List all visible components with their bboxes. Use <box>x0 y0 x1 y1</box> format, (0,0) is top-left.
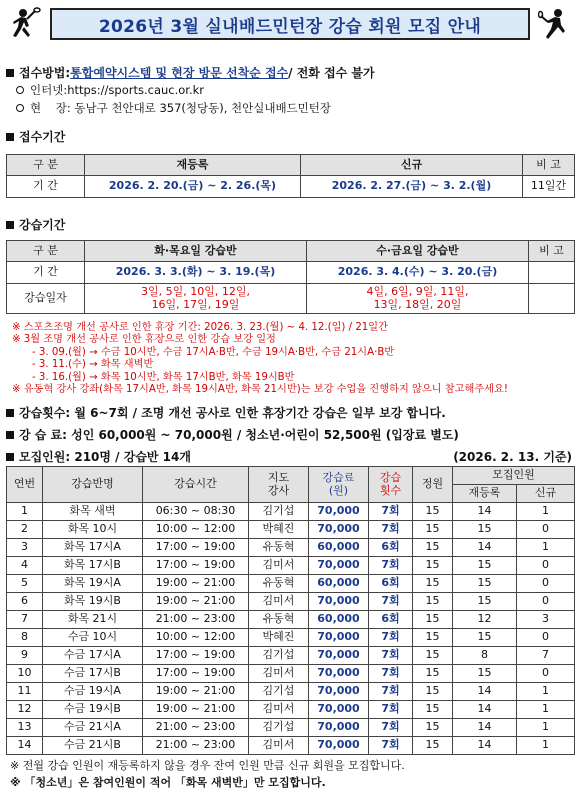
count-text: 강습횟수: 월 6~7회 / 조명 개선 공사로 인한 휴장기간 강습은 일부 보강 합니다. <box>19 406 446 420</box>
header-fee-line1: 강습료 <box>322 470 355 484</box>
header-recruit: 모집인원 <box>453 467 575 485</box>
header-time: 강습시간 <box>143 467 249 503</box>
fee-text: 강 습 료: 성인 60,000원 ~ 70,000원 / 청소년·어린이 52,500원 (입장료 별도) <box>19 428 459 442</box>
lesson-tuethu-dates-line1: 3일, 5일, 10일, 12일, <box>141 284 250 298</box>
row-no: 2 <box>7 521 43 539</box>
row-time: 19:00 ~ 21:00 <box>143 701 249 719</box>
period-table <box>6 154 575 198</box>
footnote-youth: ※ 「청소년」은 참여인원이 적어 「화목 새벽반」만 모집합니다. <box>10 776 326 789</box>
bullet-circle-icon <box>16 104 24 112</box>
row-fee: 60,000 <box>309 575 369 593</box>
lesson-tuethu-dates-line2: 16일, 17일, 19일 <box>151 297 240 311</box>
row-coach: 김미서 <box>249 557 309 575</box>
row-no: 3 <box>7 539 43 557</box>
row-new: 1 <box>517 539 575 557</box>
row-no: 8 <box>7 629 43 647</box>
recruit-date: (2026. 2. 13. 기준) <box>453 450 572 464</box>
row-new: 0 <box>517 521 575 539</box>
footnote-recruit: ※ 전월 강습 인원이 재등록하지 않을 경우 잔여 인원 만큼 신규 회원을 모집합니다. <box>10 759 405 772</box>
row-fee: 70,000 <box>309 593 369 611</box>
lesson-wedfri-dates <box>307 284 529 314</box>
header-coach-line2: 강사 <box>267 483 290 497</box>
header-no: 연번 <box>7 467 43 503</box>
lesson-period-heading: 강습기간 <box>19 218 66 232</box>
row-renew: 8 <box>453 647 517 665</box>
row-no: 14 <box>7 737 43 755</box>
row-class: 수금 21시B <box>43 737 143 755</box>
row-renew: 14 <box>453 683 517 701</box>
row-capacity: 15 <box>413 521 453 539</box>
period-header-new: 신규 <box>301 155 523 176</box>
row-coach: 김기섭 <box>249 683 309 701</box>
signup-tail: / 전화 접수 불가 <box>288 66 375 80</box>
lesson-header-wedfri: 수·금요일 강습반 <box>307 241 529 262</box>
lesson-dates-label: 강습일자 <box>7 284 85 314</box>
row-no: 13 <box>7 719 43 737</box>
period-header-note: 비 고 <box>523 155 575 176</box>
row-count: 7회 <box>369 665 413 683</box>
period-header-category: 구 분 <box>7 155 85 176</box>
row-time: 06:30 ~ 08:30 <box>143 503 249 521</box>
row-new: 1 <box>517 719 575 737</box>
class-table <box>6 466 575 755</box>
row-class: 화목 19시B <box>43 593 143 611</box>
row-count: 7회 <box>369 683 413 701</box>
period-row-label: 기 간 <box>7 176 85 198</box>
row-time: 21:00 ~ 23:00 <box>143 737 249 755</box>
header-coach-line1: 지도 <box>267 470 290 484</box>
period-renew-dates: 2026. 2. 20.(금) ~ 2. 26.(목) <box>85 176 301 198</box>
row-fee: 70,000 <box>309 737 369 755</box>
header-capacity: 정원 <box>413 467 453 503</box>
lesson-header-category: 구 분 <box>7 241 85 262</box>
bullet-square-icon <box>6 453 14 461</box>
row-class: 수금 10시 <box>43 629 143 647</box>
row-capacity: 15 <box>413 701 453 719</box>
row-coach: 김미서 <box>249 665 309 683</box>
row-class: 화목 17시B <box>43 557 143 575</box>
signup-web-label: 인터넷: <box>30 83 68 97</box>
row-fee: 70,000 <box>309 557 369 575</box>
row-time: 19:00 ~ 21:00 <box>143 575 249 593</box>
table-row <box>7 539 575 557</box>
row-new: 3 <box>517 611 575 629</box>
note-no-makeup: ※ 유동혁 강사 강좌(화목 17시A반, 화목 19시A반, 화목 21시반)는 보강 수업을 진행하지 않으니 참고해주세요! <box>12 384 508 396</box>
lesson-period-heading-line <box>6 216 65 233</box>
row-class: 화목 새벽 <box>43 503 143 521</box>
header-class: 강습반명 <box>43 467 143 503</box>
row-coach: 박혜진 <box>249 629 309 647</box>
signup-place-line <box>16 100 331 116</box>
row-class: 수금 17시A <box>43 647 143 665</box>
badminton-player-icon <box>8 6 44 42</box>
row-renew: 15 <box>453 665 517 683</box>
row-time: 10:00 ~ 12:00 <box>143 521 249 539</box>
row-count: 7회 <box>369 647 413 665</box>
class-table-body <box>7 503 575 755</box>
row-time: 17:00 ~ 19:00 <box>143 647 249 665</box>
row-capacity: 15 <box>413 575 453 593</box>
row-renew: 12 <box>453 611 517 629</box>
banner <box>8 6 572 42</box>
closure-notes <box>12 322 572 396</box>
row-capacity: 15 <box>413 503 453 521</box>
header-count-line2: 횟수 <box>379 483 402 497</box>
table-row <box>7 611 575 629</box>
row-no: 6 <box>7 593 43 611</box>
lesson-header-tuethu: 화·목요일 강습반 <box>85 241 307 262</box>
lesson-dates-note <box>529 284 575 314</box>
row-fee: 70,000 <box>309 503 369 521</box>
row-capacity: 15 <box>413 719 453 737</box>
header-fee <box>309 467 369 503</box>
row-coach: 김미서 <box>249 593 309 611</box>
row-class: 수금 19시B <box>43 701 143 719</box>
row-renew: 15 <box>453 593 517 611</box>
row-time: 21:00 ~ 23:00 <box>143 719 249 737</box>
lesson-period-note <box>529 262 575 284</box>
table-row <box>7 683 575 701</box>
bullet-square-icon <box>6 133 14 141</box>
recruit-line <box>6 448 572 465</box>
row-no: 1 <box>7 503 43 521</box>
row-count: 7회 <box>369 557 413 575</box>
period-new-dates: 2026. 2. 27.(금) ~ 3. 2.(월) <box>301 176 523 198</box>
row-new: 0 <box>517 575 575 593</box>
note-makeup-title: ※ 3월 조명 개선 공사로 인한 휴장으로 인한 강습 보강 일정 <box>12 334 276 346</box>
row-fee: 70,000 <box>309 683 369 701</box>
row-new: 1 <box>517 701 575 719</box>
row-capacity: 15 <box>413 665 453 683</box>
signup-heading: 접수방법: <box>19 66 71 80</box>
row-renew: 14 <box>453 503 517 521</box>
note-makeup-3: - 3. 16.(월) → 화목 10시반, 화목 17시B반, 화목 19시B반 <box>32 371 295 383</box>
row-new: 1 <box>517 737 575 755</box>
badminton-smash-icon <box>536 6 572 42</box>
lesson-tuethu-dates <box>85 284 307 314</box>
row-no: 9 <box>7 647 43 665</box>
recruit-text: 모집인원: 210명 / 강습반 14개 <box>19 450 191 464</box>
row-count: 7회 <box>369 593 413 611</box>
row-time: 17:00 ~ 19:00 <box>143 665 249 683</box>
lesson-period-label: 기 간 <box>7 262 85 284</box>
lesson-wedfri-period: 2026. 3. 4.(수) ~ 3. 20.(금) <box>307 262 529 284</box>
row-capacity: 15 <box>413 629 453 647</box>
row-count: 6회 <box>369 539 413 557</box>
table-row <box>7 719 575 737</box>
row-time: 10:00 ~ 12:00 <box>143 629 249 647</box>
note-makeup-2: - 3. 11.(수) → 화목 새벽반 <box>32 359 154 371</box>
lesson-period-table <box>6 240 575 314</box>
row-no: 5 <box>7 575 43 593</box>
table-row <box>7 701 575 719</box>
row-coach: 김미서 <box>249 737 309 755</box>
row-capacity: 15 <box>413 539 453 557</box>
row-count: 7회 <box>369 701 413 719</box>
row-new: 1 <box>517 683 575 701</box>
row-renew: 15 <box>453 557 517 575</box>
row-class: 화목 10시 <box>43 521 143 539</box>
row-renew: 14 <box>453 701 517 719</box>
row-no: 7 <box>7 611 43 629</box>
row-renew: 14 <box>453 719 517 737</box>
row-time: 21:00 ~ 23:00 <box>143 611 249 629</box>
row-coach: 유동혁 <box>249 611 309 629</box>
bullet-square-icon <box>6 221 14 229</box>
table-row <box>7 557 575 575</box>
table-row <box>7 647 575 665</box>
row-fee: 60,000 <box>309 611 369 629</box>
period-heading-line <box>6 128 65 145</box>
row-new: 0 <box>517 665 575 683</box>
row-class: 수금 17시B <box>43 665 143 683</box>
row-fee: 70,000 <box>309 701 369 719</box>
row-capacity: 15 <box>413 557 453 575</box>
row-class: 화목 17시A <box>43 539 143 557</box>
row-capacity: 15 <box>413 611 453 629</box>
signup-web-url[interactable]: https://sports.cauc.or.kr <box>67 83 205 97</box>
row-new: 0 <box>517 557 575 575</box>
row-coach: 김미서 <box>249 701 309 719</box>
header-fee-line2: (원) <box>328 483 349 497</box>
row-time: 17:00 ~ 19:00 <box>143 539 249 557</box>
row-count: 7회 <box>369 719 413 737</box>
row-new: 1 <box>517 503 575 521</box>
row-renew: 15 <box>453 521 517 539</box>
row-new: 7 <box>517 647 575 665</box>
count-line <box>6 404 446 421</box>
row-coach: 유동혁 <box>249 575 309 593</box>
bullet-circle-icon <box>16 86 24 94</box>
row-count: 7회 <box>369 737 413 755</box>
row-fee: 60,000 <box>309 539 369 557</box>
row-coach: 유동혁 <box>249 539 309 557</box>
row-class: 수금 21시A <box>43 719 143 737</box>
table-row <box>7 737 575 755</box>
row-count: 7회 <box>369 629 413 647</box>
bullet-square-icon <box>6 409 14 417</box>
row-coach: 김기섭 <box>249 647 309 665</box>
row-capacity: 15 <box>413 737 453 755</box>
row-class: 화목 21시 <box>43 611 143 629</box>
period-heading: 접수기간 <box>19 130 66 144</box>
row-renew: 14 <box>453 737 517 755</box>
row-count: 6회 <box>369 611 413 629</box>
note-closure-period: ※ 스포츠조명 개선 공사로 인한 휴장 기간: 2026. 3. 23.(월) ~ 4. 12.(일) / 21일간 <box>12 322 388 333</box>
table-row <box>7 575 575 593</box>
lesson-wedfri-dates-line1: 4일, 6일, 9일, 11일, <box>366 284 469 298</box>
table-row <box>7 629 575 647</box>
row-count: 7회 <box>369 521 413 539</box>
header-coach <box>249 467 309 503</box>
fee-line <box>6 426 459 443</box>
note-makeup-1: - 3. 09.(월) → 수금 10시반, 수금 17시A·B반, 수금 19시A·B반, 수금 21시A·B반 <box>32 346 395 358</box>
row-new: 0 <box>517 629 575 647</box>
signup-method: 통합예약시스템 및 현장 방문 선착순 접수 <box>70 66 289 80</box>
row-fee: 70,000 <box>309 629 369 647</box>
table-row <box>7 521 575 539</box>
table-row <box>7 665 575 683</box>
row-capacity: 15 <box>413 683 453 701</box>
page-title: 2026년 3월 실내배드민턴장 강습 회원 모집 안내 <box>98 16 482 37</box>
row-no: 11 <box>7 683 43 701</box>
row-fee: 70,000 <box>309 521 369 539</box>
bullet-square-icon <box>6 431 14 439</box>
header-count-line1: 강습 <box>379 470 402 484</box>
lesson-wedfri-dates-line2: 13일, 18일, 20일 <box>373 297 462 311</box>
row-capacity: 15 <box>413 647 453 665</box>
row-renew: 14 <box>453 539 517 557</box>
row-no: 4 <box>7 557 43 575</box>
row-class: 수금 19시A <box>43 683 143 701</box>
row-new: 0 <box>517 593 575 611</box>
header-new: 신규 <box>517 485 575 503</box>
banner-title-box <box>50 8 530 40</box>
row-no: 10 <box>7 665 43 683</box>
row-fee: 70,000 <box>309 647 369 665</box>
header-renew: 재등록 <box>453 485 517 503</box>
signup-place-label: 현 장: <box>30 101 75 115</box>
row-fee: 70,000 <box>309 665 369 683</box>
row-coach: 김기섭 <box>249 503 309 521</box>
lesson-tuethu-period: 2026. 3. 3.(화) ~ 3. 19.(목) <box>85 262 307 284</box>
signup-place-value: 동남구 천안대로 357(청당동), 천안실내배드민턴장 <box>74 101 331 115</box>
table-row <box>7 593 575 611</box>
row-fee: 70,000 <box>309 719 369 737</box>
signup-heading-line <box>6 64 375 81</box>
row-time: 19:00 ~ 21:00 <box>143 683 249 701</box>
row-count: 6회 <box>369 575 413 593</box>
row-renew: 15 <box>453 575 517 593</box>
row-renew: 15 <box>453 629 517 647</box>
table-row <box>7 503 575 521</box>
lesson-header-note: 비 고 <box>529 241 575 262</box>
row-time: 19:00 ~ 21:00 <box>143 593 249 611</box>
period-header-renew: 재등록 <box>85 155 301 176</box>
row-capacity: 15 <box>413 593 453 611</box>
bullet-square-icon <box>6 69 14 77</box>
period-note: 11일간 <box>523 176 575 198</box>
row-class: 화목 19시A <box>43 575 143 593</box>
row-coach: 박혜진 <box>249 521 309 539</box>
row-coach: 김기섭 <box>249 719 309 737</box>
row-count: 7회 <box>369 503 413 521</box>
signup-web-line <box>16 82 204 98</box>
header-count <box>369 467 413 503</box>
row-no: 12 <box>7 701 43 719</box>
row-time: 17:00 ~ 19:00 <box>143 557 249 575</box>
